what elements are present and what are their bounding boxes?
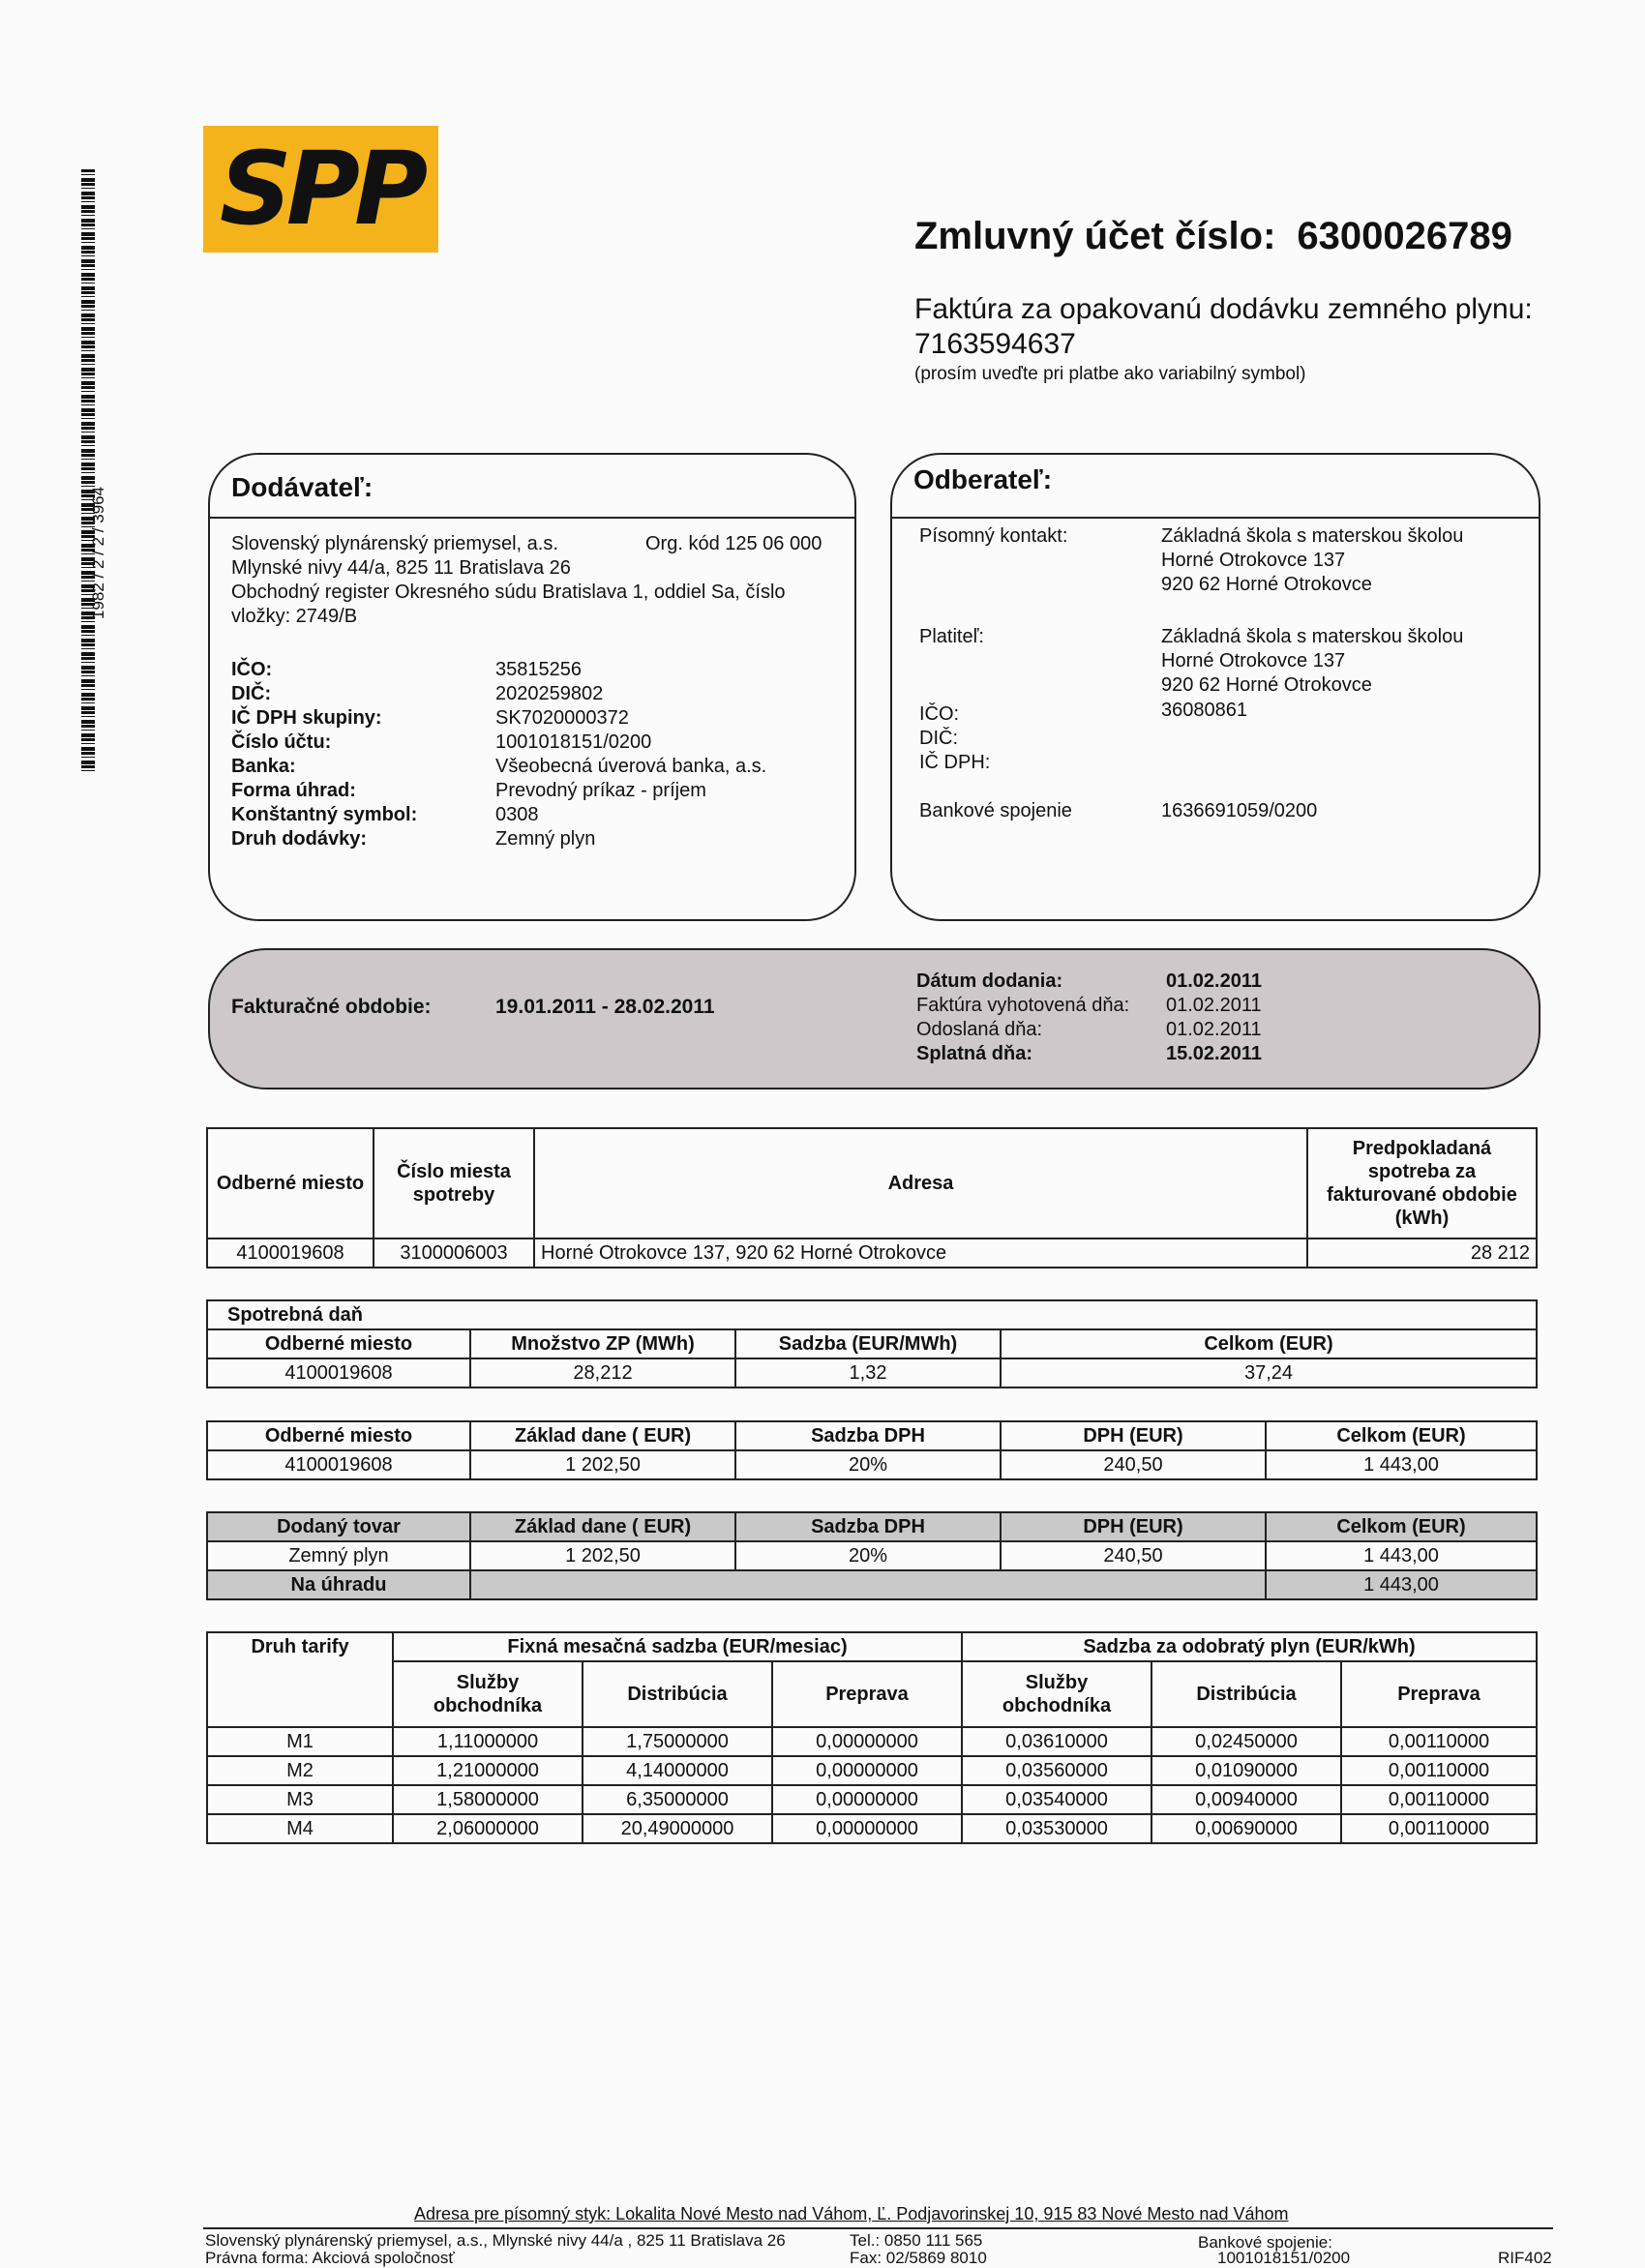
- due-date-label: Splatná dňa:: [916, 1043, 1033, 1064]
- header-cell: Číslo miesta spotreby: [374, 1128, 534, 1238]
- table-cell: 0,00940000: [1152, 1785, 1341, 1814]
- header-cell: Odberné miesto: [207, 1329, 470, 1358]
- contact-line-1: Základná škola s materskou školou: [1161, 525, 1464, 547]
- supplier-register: Obchodný register Okresného súdu Bratislava 1, oddiel Sa, číslo: [231, 582, 786, 603]
- value-delivery-type: Zemný plyn: [495, 828, 596, 850]
- table-cell: 0,03610000: [962, 1727, 1152, 1756]
- invoice-heading: [914, 292, 1533, 362]
- header-cell: Preprava: [1341, 1661, 1537, 1727]
- header-cell: Fixná mesačná sadzba (EUR/mesiac): [393, 1632, 962, 1661]
- table-row: [207, 1785, 1537, 1814]
- sent-date-label: Odoslaná dňa:: [916, 1019, 1043, 1040]
- table-subheader-row: [207, 1661, 1537, 1727]
- table-cell: 240,50: [1001, 1450, 1266, 1479]
- header-cell: Adresa: [534, 1128, 1307, 1238]
- supplier-register-2: vložky: 2749/B: [231, 606, 358, 627]
- footer-divider: [203, 2227, 1553, 2229]
- supplier-address: Mlynské nivy 44/a, 825 11 Bratislava 26: [231, 557, 571, 579]
- header-cell: Množstvo ZP (MWh): [470, 1329, 735, 1358]
- table-cell: 240,50: [1001, 1541, 1266, 1570]
- table-row: [207, 1450, 1537, 1479]
- footer-fax: Fax: 02/5869 8010: [850, 2249, 987, 2267]
- table-row: [207, 1814, 1537, 1843]
- header-cell: Základ dane ( EUR): [470, 1512, 735, 1541]
- value-constant-symbol: 0308: [495, 804, 539, 825]
- table-header-row: [207, 1632, 1537, 1661]
- table-cell: 20%: [735, 1450, 1001, 1479]
- table-cell: 0,00000000: [772, 1785, 962, 1814]
- footer-legal-form: Právna forma: Akciová spoločnosť: [205, 2249, 455, 2267]
- supplier-org-code: Org. kód 125 06 000: [645, 533, 822, 554]
- header-cell: Dodaný tovar: [207, 1512, 470, 1541]
- issued-date-label: Faktúra vyhotovená dňa:: [916, 995, 1130, 1016]
- table-cell: 28,212: [470, 1358, 735, 1388]
- vat-table: [206, 1420, 1538, 1480]
- consumption-table: [206, 1127, 1538, 1268]
- label-ico: IČO:: [231, 659, 273, 680]
- table-cell: 2,06000000: [393, 1814, 583, 1843]
- total-value: 1 443,00: [1266, 1570, 1537, 1599]
- table-cell: 1 202,50: [470, 1450, 735, 1479]
- footer-code: RIF402: [1498, 2249, 1552, 2267]
- invoice-number: 7163594637: [914, 328, 1076, 360]
- table-cell: 20%: [735, 1541, 1001, 1570]
- table-row: [207, 1756, 1537, 1785]
- table-cell: 4,14000000: [583, 1756, 772, 1785]
- table-cell: 4100019608: [207, 1238, 374, 1268]
- header-cell: Sadzba za odobratý plyn (EUR/kWh): [962, 1632, 1537, 1661]
- excise-tax-table: [206, 1299, 1538, 1388]
- label-bank: Banka:: [231, 756, 296, 777]
- table-cell: 0,00110000: [1341, 1727, 1537, 1756]
- barcode-number: 1982 / 2 / 2 / 3964: [89, 486, 107, 619]
- period-label: Fakturačné obdobie:: [231, 996, 432, 1018]
- period-value: 19.01.2011 - 28.02.2011: [495, 996, 715, 1018]
- total-row: [207, 1570, 1537, 1599]
- customer-dic-label: DIČ:: [919, 728, 958, 749]
- value-ico: 35815256: [495, 659, 582, 680]
- table-row: [207, 1358, 1537, 1388]
- header-cell: Predpokladaná spotreba za fakturované obdobie (kWh): [1307, 1128, 1537, 1238]
- delivery-date-label: Dátum dodania:: [916, 970, 1063, 992]
- table-cell: 1,11000000: [393, 1727, 583, 1756]
- value-payment-form: Prevodný príkaz - príjem: [495, 780, 706, 801]
- label-account: Číslo účtu:: [231, 731, 332, 753]
- billing-period-box: [208, 948, 1540, 1089]
- header-cell: Odberné miesto: [207, 1421, 470, 1450]
- sent-date-value: 01.02.2011: [1166, 1019, 1262, 1040]
- table-cell: 0,03560000: [962, 1756, 1152, 1785]
- table-cell: 3100006003: [374, 1238, 534, 1268]
- footer-tel: Tel.: 0850 111 565: [850, 2231, 983, 2250]
- contact-line-2: Horné Otrokovce 137: [1161, 550, 1346, 571]
- table-cell: Zemný plyn: [207, 1541, 470, 1570]
- account-number: 6300026789: [1297, 215, 1512, 257]
- customer-ico-label: IČO:: [919, 703, 960, 725]
- contact-label: Písomný kontakt:: [919, 525, 1068, 547]
- header-cell: Distribúcia: [583, 1661, 772, 1727]
- table-cell: 4100019608: [207, 1358, 470, 1388]
- table-cell: 20,49000000: [583, 1814, 772, 1843]
- supplier-box: [208, 453, 856, 921]
- table-cell: 0,00000000: [772, 1727, 962, 1756]
- table-title-row: [207, 1300, 1537, 1329]
- header-cell: Sadzba DPH: [735, 1512, 1001, 1541]
- divider: [210, 517, 854, 519]
- table-cell: 1,75000000: [583, 1727, 772, 1756]
- total-label: Na úhradu: [207, 1570, 470, 1599]
- table-cell: 1,32: [735, 1358, 1001, 1388]
- payer-line-3: 920 62 Horné Otrokovce: [1161, 674, 1372, 696]
- table-cell: 0,00000000: [772, 1814, 962, 1843]
- table-cell: M1: [207, 1727, 393, 1756]
- customer-icdph-label: IČ DPH:: [919, 752, 991, 773]
- customer-box: [890, 453, 1540, 921]
- header-cell: Základ dane ( EUR): [470, 1421, 735, 1450]
- payer-label: Platiteľ:: [919, 626, 984, 647]
- label-dic: DIČ:: [231, 683, 272, 704]
- payer-line-2: Horné Otrokovce 137: [1161, 650, 1346, 671]
- table-cell: 0,01090000: [1152, 1756, 1341, 1785]
- label-payment-form: Forma úhrad:: [231, 780, 356, 801]
- table-header-row: [207, 1329, 1537, 1358]
- goods-table: [206, 1511, 1538, 1600]
- table-cell: 1,21000000: [393, 1756, 583, 1785]
- header-cell: DPH (EUR): [1001, 1421, 1266, 1450]
- header-cell: DPH (EUR): [1001, 1512, 1266, 1541]
- header-cell: Sadzba (EUR/MWh): [735, 1329, 1001, 1358]
- tariff-table: [206, 1631, 1538, 1844]
- account-title: [914, 215, 1512, 258]
- invoice-label: Faktúra za opakovanú dodávku zemného plynu:: [914, 293, 1533, 325]
- table-cell: 0,00110000: [1341, 1814, 1537, 1843]
- delivery-date-value: 01.02.2011: [1166, 970, 1262, 992]
- table-cell: 1 202,50: [470, 1541, 735, 1570]
- label-constant-symbol: Konštantný symbol:: [231, 804, 418, 825]
- table-cell: 0,03530000: [962, 1814, 1152, 1843]
- customer-bank-label: Bankové spojenie: [919, 800, 1072, 821]
- header-cell: Distribúcia: [1152, 1661, 1341, 1727]
- header-cell: Celkom (EUR): [1266, 1421, 1537, 1450]
- table-title: Spotrebná daň: [207, 1300, 1537, 1329]
- value-account: 1001018151/0200: [495, 731, 652, 753]
- footer-bank-label: Bankové spojenie:: [1198, 2233, 1332, 2252]
- supplier-name: Slovenský plynárenský priemysel, a.s.: [231, 533, 558, 554]
- header-cell: Služby obchodníka: [962, 1661, 1152, 1727]
- issued-date-value: 01.02.2011: [1166, 995, 1262, 1016]
- invoice-note: (prosím uveďte pri platbe ako variabilný symbol): [914, 364, 1306, 384]
- table-cell: 0,02450000: [1152, 1727, 1341, 1756]
- due-date-value: 15.02.2011: [1166, 1043, 1262, 1064]
- header-cell: Sadzba DPH: [735, 1421, 1001, 1450]
- table-cell: M3: [207, 1785, 393, 1814]
- table-cell: 1 443,00: [1266, 1450, 1537, 1479]
- customer-bank-value: 1636691059/0200: [1161, 800, 1318, 821]
- table-row: [207, 1727, 1537, 1756]
- table-header-row: [207, 1512, 1537, 1541]
- footer-bank-value: 1001018151/0200: [1217, 2249, 1351, 2267]
- table-cell: 1,58000000: [393, 1785, 583, 1814]
- account-label: Zmluvný účet číslo:: [914, 215, 1276, 257]
- header-cell: Preprava: [772, 1661, 962, 1727]
- label-icdph: IČ DPH skupiny:: [231, 707, 382, 729]
- table-cell: Horné Otrokovce 137, 920 62 Horné Otrokovce: [534, 1238, 1307, 1268]
- header-cell: Služby obchodníka: [393, 1661, 583, 1727]
- barcode: [81, 169, 95, 774]
- table-header-row: [207, 1128, 1537, 1238]
- table-cell: M4: [207, 1814, 393, 1843]
- table-cell: M2: [207, 1756, 393, 1785]
- table-header-row: [207, 1421, 1537, 1450]
- table-cell: 28 212: [1307, 1238, 1537, 1268]
- table-cell: 0,00110000: [1341, 1785, 1537, 1814]
- value-dic: 2020259802: [495, 683, 604, 704]
- header-cell: Odberné miesto: [207, 1128, 374, 1238]
- table-cell: 0,03540000: [962, 1785, 1152, 1814]
- table-cell: 1 443,00: [1266, 1541, 1537, 1570]
- header-cell: Celkom (EUR): [1001, 1329, 1537, 1358]
- footer-company: Slovenský plynárenský priemysel, a.s., Mlynské nivy 44/a , 825 11 Bratislava 26: [205, 2231, 786, 2250]
- divider: [892, 517, 1539, 519]
- table-cell: 37,24: [1001, 1358, 1537, 1388]
- table-cell: 4100019608: [207, 1450, 470, 1479]
- footer-mail-address: Adresa pre písomný styk: Lokalita Nové Mesto nad Váhom, Ľ. Podjavorinskej 10, 915 83 Nové Mesto nad Váhom: [414, 2204, 1289, 2223]
- customer-ico-value: 36080861: [1161, 700, 1247, 721]
- table-cell: 0,00110000: [1341, 1756, 1537, 1785]
- customer-title: Odberateľ:: [913, 464, 1053, 494]
- value-icdph: SK7020000372: [495, 707, 629, 729]
- table-row: [207, 1238, 1537, 1268]
- contact-line-3: 920 62 Horné Otrokovce: [1161, 574, 1372, 595]
- spp-logo: [203, 126, 438, 253]
- header-cell: Druh tarify: [207, 1632, 393, 1727]
- table-cell: 6,35000000: [583, 1785, 772, 1814]
- label-delivery-type: Druh dodávky:: [231, 828, 368, 850]
- supplier-title: Dodávateľ:: [231, 472, 374, 502]
- payer-line-1: Základná škola s materskou školou: [1161, 626, 1464, 647]
- table-cell: [470, 1570, 1266, 1599]
- table-cell: 0,00690000: [1152, 1814, 1341, 1843]
- table-row: [207, 1541, 1537, 1570]
- logo-text: SPP: [219, 130, 423, 248]
- table-cell: 0,00000000: [772, 1756, 962, 1785]
- value-bank: Všeobecná úverová banka, a.s.: [495, 756, 767, 777]
- header-cell: Celkom (EUR): [1266, 1512, 1537, 1541]
